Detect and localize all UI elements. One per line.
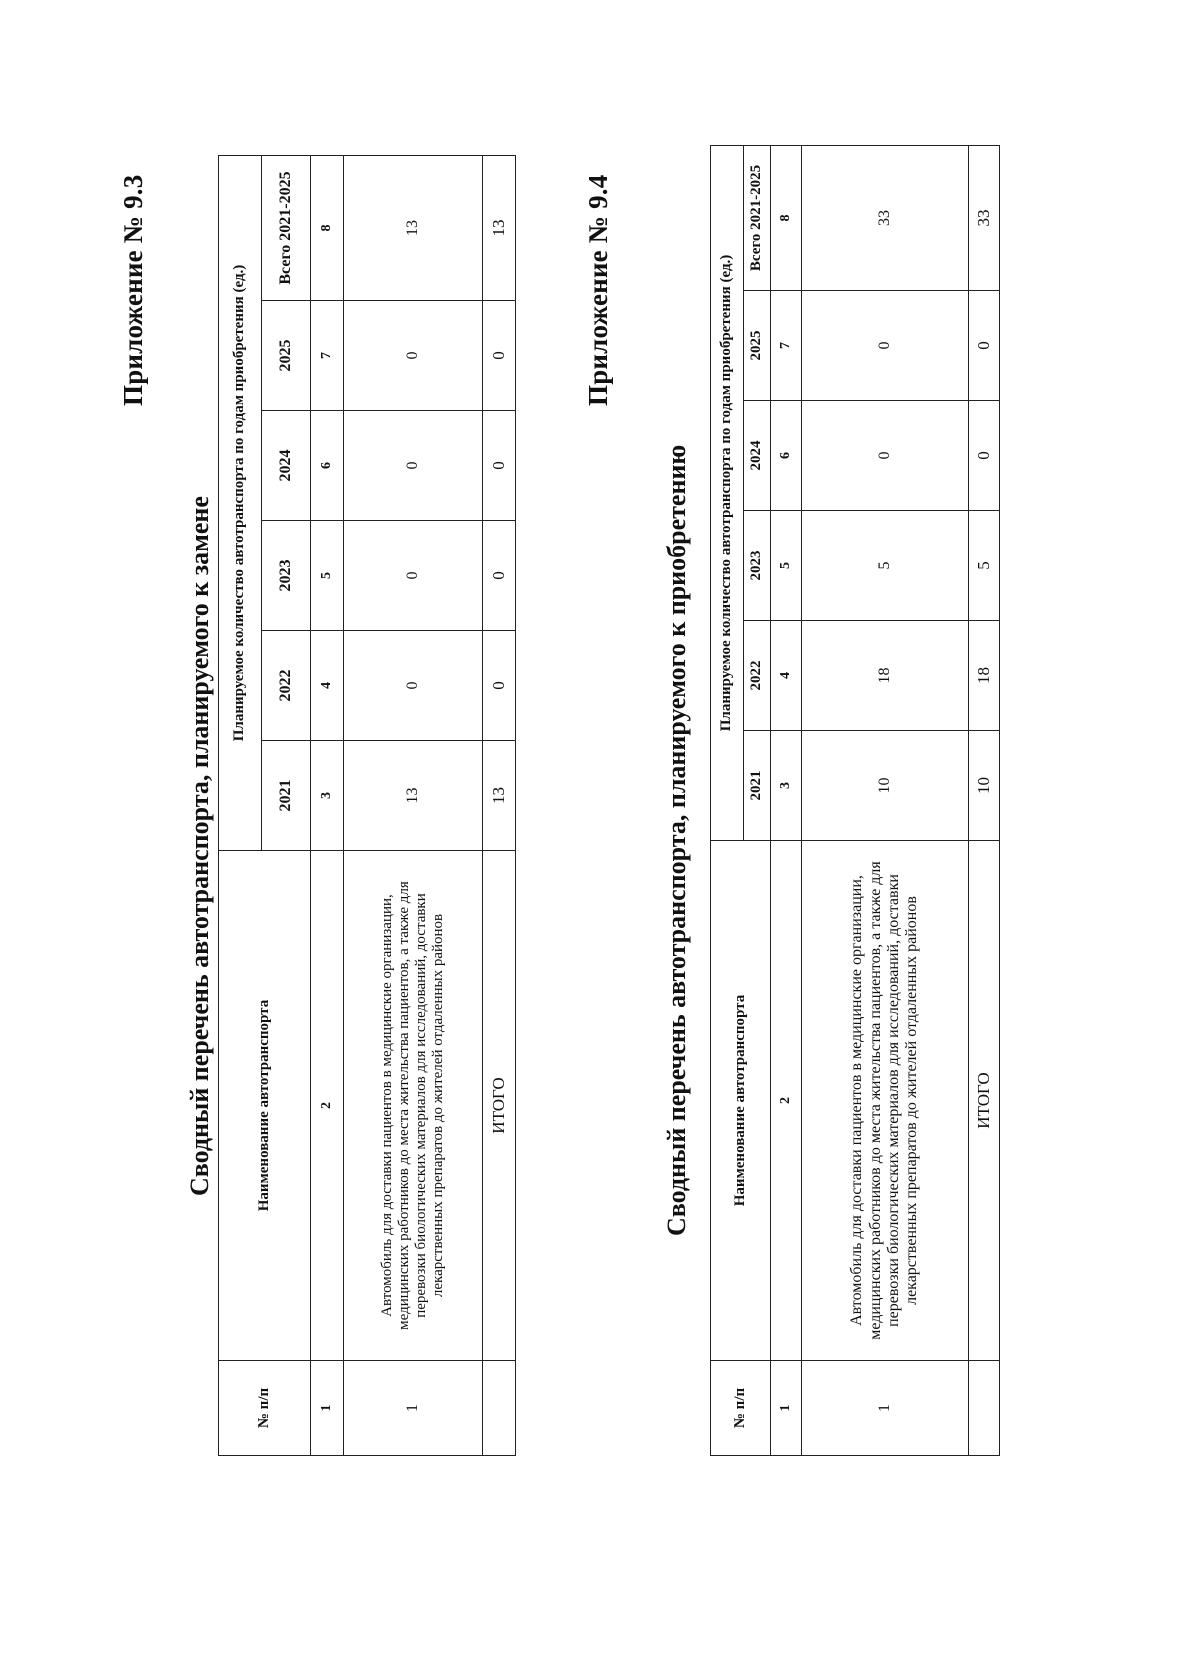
header-group: Планируемое количество автотранспорта по годам приобретения (ед.) <box>219 155 262 850</box>
header-year-2021: 2021 <box>744 731 771 841</box>
header-name: Наименование автотранспорта <box>711 841 771 1361</box>
header-year-2023: 2023 <box>262 521 311 631</box>
table-row <box>771 145 802 1455</box>
header-year-2022: 2022 <box>262 631 311 741</box>
total-label: ИТОГО <box>969 841 1000 1361</box>
empty-cell <box>969 1361 1000 1456</box>
index-cell: 7 <box>771 291 802 401</box>
header-year-2025: 2025 <box>744 291 771 401</box>
total-cell: 0 <box>483 301 516 411</box>
total-cell: 13 <box>483 741 516 851</box>
appendix-9-3-label: Приложение № 9.3 <box>118 174 148 406</box>
value-cell: 0 <box>802 291 969 401</box>
header-num: № п/п <box>711 1361 771 1456</box>
total-cell: 0 <box>483 411 516 521</box>
total-cell: 13 <box>483 155 516 300</box>
value-cell: 0 <box>344 521 483 631</box>
row-num: 1 <box>344 1361 483 1456</box>
index-cell: 1 <box>771 1361 802 1456</box>
header-year-2024: 2024 <box>744 401 771 511</box>
index-cell: 2 <box>311 851 344 1361</box>
index-cell: 8 <box>771 145 802 290</box>
value-cell: 13 <box>344 155 483 300</box>
total-label: ИТОГО <box>483 851 516 1361</box>
header-year-2024: 2024 <box>262 411 311 521</box>
index-cell: 5 <box>771 511 802 621</box>
total-cell: 0 <box>969 291 1000 401</box>
value-cell: 33 <box>802 145 969 290</box>
header-name: Наименование автотранспорта <box>219 851 311 1361</box>
index-cell: 2 <box>771 841 802 1361</box>
table-2-title: Сводный перечень автотранспорта, планируемого к приобретению <box>662 444 691 1236</box>
header-year-2023: 2023 <box>744 511 771 621</box>
value-cell: 0 <box>344 411 483 521</box>
table-acquisition <box>710 145 1000 1456</box>
value-cell: 5 <box>802 511 969 621</box>
header-year-2022: 2022 <box>744 621 771 731</box>
total-cell: 0 <box>483 631 516 741</box>
table-row-total <box>483 155 516 1455</box>
total-cell: 10 <box>969 731 1000 841</box>
header-total-years: Всего 2021-2025 <box>744 145 771 290</box>
row-name: Автомобиль для доставки пациентов в медицинские организации, медицинских работников до места жительства пациентов, а также для перевозки биологических материалов для исследований, доставки лекарственных препаратов до жителей отдаленных районов <box>802 841 969 1361</box>
total-cell: 33 <box>969 145 1000 290</box>
appendix-9-4-label: Приложение № 9.4 <box>583 174 613 406</box>
total-cell: 18 <box>969 621 1000 731</box>
table-row <box>311 155 344 1455</box>
index-cell: 4 <box>771 621 802 731</box>
value-cell: 18 <box>802 621 969 731</box>
index-cell: 7 <box>311 301 344 411</box>
index-cell: 1 <box>311 1361 344 1456</box>
row-name: Автомобиль для доставки пациентов в медицинские организации, медицинских работников до места жительства пациентов, а также для перевозки биологических материалов для исследований, доставки лекарственных препаратов до жителей отдаленных районов <box>344 851 483 1361</box>
value-cell: 0 <box>344 631 483 741</box>
table-row <box>344 155 483 1455</box>
table-replacement <box>218 155 516 1456</box>
value-cell: 13 <box>344 741 483 851</box>
row-num: 1 <box>802 1361 969 1456</box>
table-1-title: Сводный перечень автотранспорта, планируемого к замене <box>185 496 214 1196</box>
total-cell: 0 <box>969 401 1000 511</box>
empty-cell <box>483 1361 516 1456</box>
index-cell: 3 <box>311 741 344 851</box>
index-cell: 6 <box>311 411 344 521</box>
table-row <box>802 145 969 1455</box>
value-cell: 10 <box>802 731 969 841</box>
total-cell: 5 <box>969 511 1000 621</box>
index-cell: 6 <box>771 401 802 511</box>
header-total-years: Всего 2021-2025 <box>262 155 311 300</box>
index-cell: 3 <box>771 731 802 841</box>
header-group: Планируемое количество автотранспорта по годам приобретения (ед.) <box>711 145 744 840</box>
value-cell: 0 <box>802 401 969 511</box>
header-num: № п/п <box>219 1361 311 1456</box>
table-row-total <box>969 145 1000 1455</box>
header-year-2021: 2021 <box>262 741 311 851</box>
value-cell: 0 <box>344 301 483 411</box>
index-cell: 8 <box>311 155 344 300</box>
index-cell: 4 <box>311 631 344 741</box>
header-year-2025: 2025 <box>262 301 311 411</box>
index-cell: 5 <box>311 521 344 631</box>
total-cell: 0 <box>483 521 516 631</box>
